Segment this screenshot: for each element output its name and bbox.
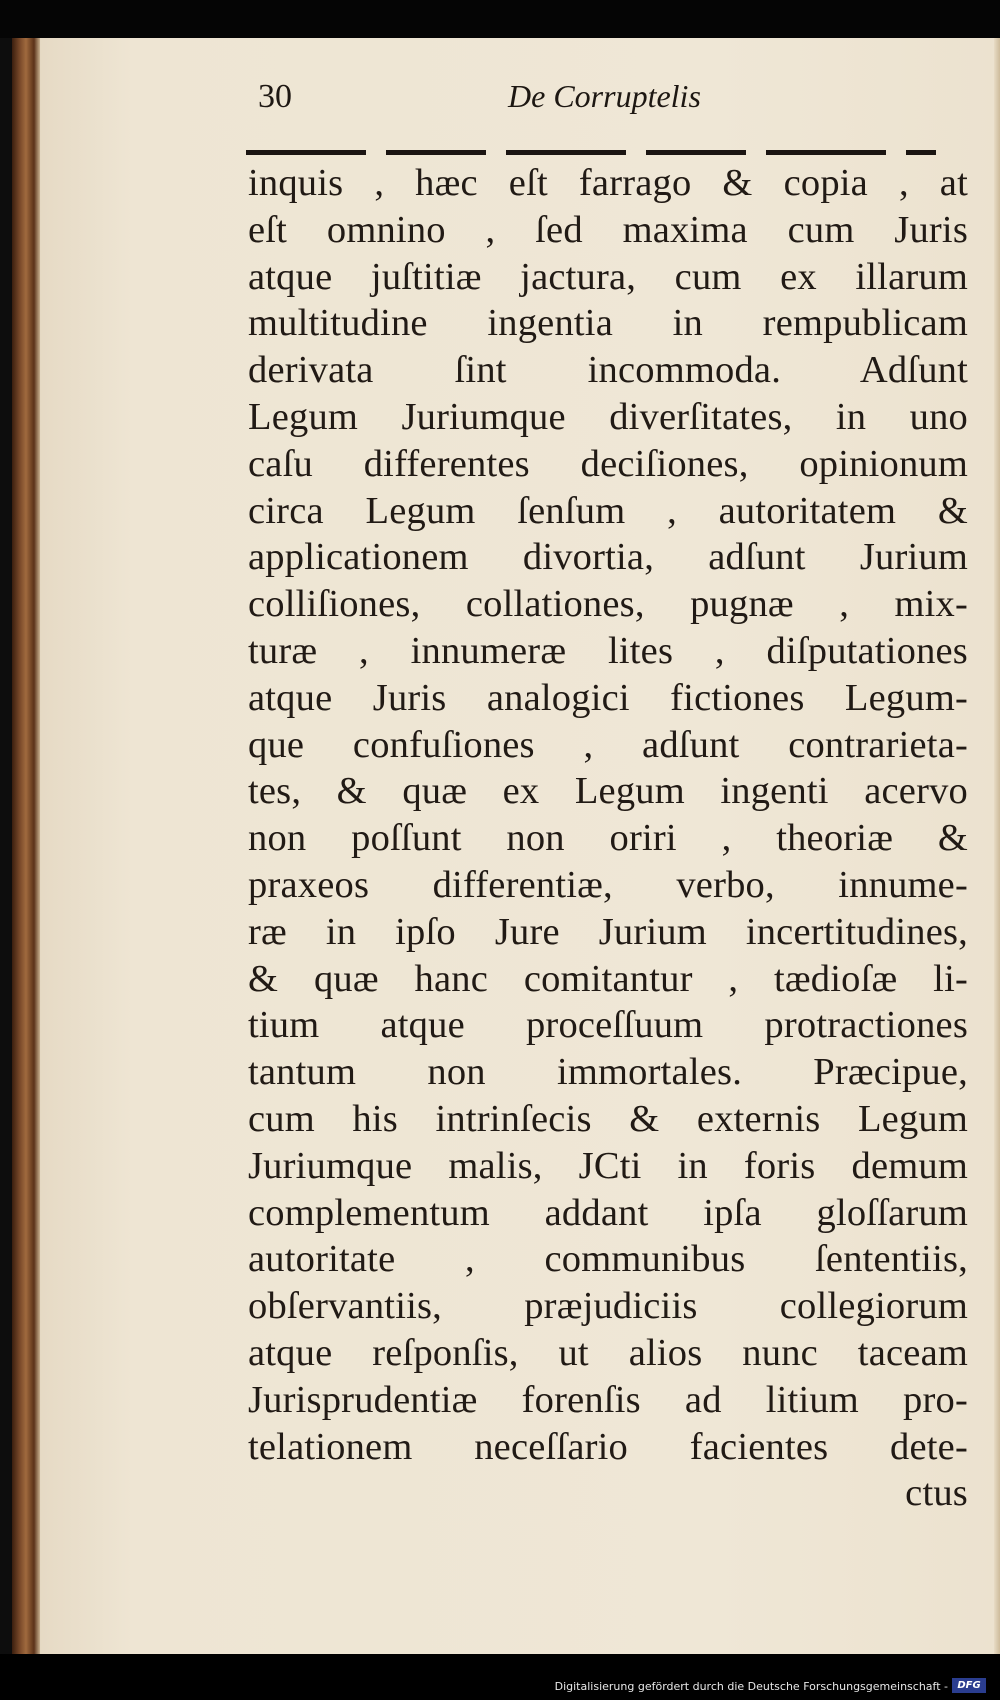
- text-line: turæ , innumeræ lites , diſputationes: [248, 629, 968, 672]
- head-rule: [246, 150, 936, 155]
- text-line: praxeos differentiæ, verbo, innume-: [248, 863, 968, 906]
- text-line: autoritate , communibus ſententiis,: [248, 1238, 968, 1281]
- text-line: Juriumque malis, JCti in foris demum: [248, 1144, 968, 1187]
- text-line: caſu differentes deciſiones, opinionum: [248, 442, 968, 485]
- text-line: multitudine ingentia in rempublicam: [248, 302, 968, 345]
- text-line: eſt omnino , ſed maxima cum Juris: [248, 208, 968, 251]
- footer-bar: [0, 1654, 1000, 1700]
- text-line: tes, & quæ ex Legum ingenti acervo: [248, 770, 968, 813]
- text-line: cum his intrinſecis & externis Legum: [248, 1097, 968, 1140]
- page-number: 30: [258, 78, 292, 115]
- text-line: tantum non immortales. Præcipue,: [248, 1051, 968, 1094]
- text-line: inquis , hæc eſt farrago & copia , at: [248, 162, 968, 204]
- text-line: applicationem divortia, adſunt Jurium: [248, 536, 968, 579]
- text-line: tium atque proceſſuum protractiones: [248, 1004, 968, 1047]
- running-head: [258, 78, 948, 122]
- funding-credit: Digitalisierung gefördert durch die Deutsche Forschungsgemeinschaft -: [554, 1680, 948, 1693]
- body-text: [248, 160, 968, 1517]
- text-line: atque juſtitiæ jactura, cum ex illarum: [248, 255, 968, 298]
- text-line: circa Legum ſenſum , autoritatem &: [248, 489, 968, 532]
- scan-top-border: [0, 0, 1000, 38]
- text-line: ræ in ipſo Jure Jurium incertitudines,: [248, 910, 968, 953]
- text-line: atque Juris analogici fictiones Legum-: [248, 676, 968, 719]
- text-line: non poſſunt non oriri , theoriæ &: [248, 817, 968, 860]
- running-title: De Corruptelis: [508, 78, 701, 114]
- text-line: obſervantiis, præjudiciis collegiorum: [248, 1285, 968, 1328]
- text-line: Jurisprudentiæ forenſis ad litium pro-: [248, 1378, 968, 1421]
- page-edge: [994, 38, 1000, 1654]
- book-spine: [12, 38, 40, 1654]
- dfg-logo: DFG: [952, 1678, 986, 1693]
- text-line: que confuſiones , adſunt contrarieta-: [248, 723, 968, 766]
- catchword: ctus: [905, 1472, 968, 1515]
- text-line: colliſiones, collationes, pugnæ , mix-: [248, 583, 968, 626]
- text-line: atque reſponſis, ut alios nunc taceam: [248, 1331, 968, 1374]
- text-line: derivata ſint incommoda. Adſunt: [248, 349, 968, 392]
- text-line: complementum addant ipſa gloſſarum: [248, 1191, 968, 1234]
- text-line: Legum Juriumque diverſitates, in uno: [248, 395, 968, 438]
- text-line: & quæ hanc comitantur , tædioſæ li-: [248, 957, 968, 1000]
- text-line: telationem neceſſario facientes dete-: [248, 1425, 968, 1468]
